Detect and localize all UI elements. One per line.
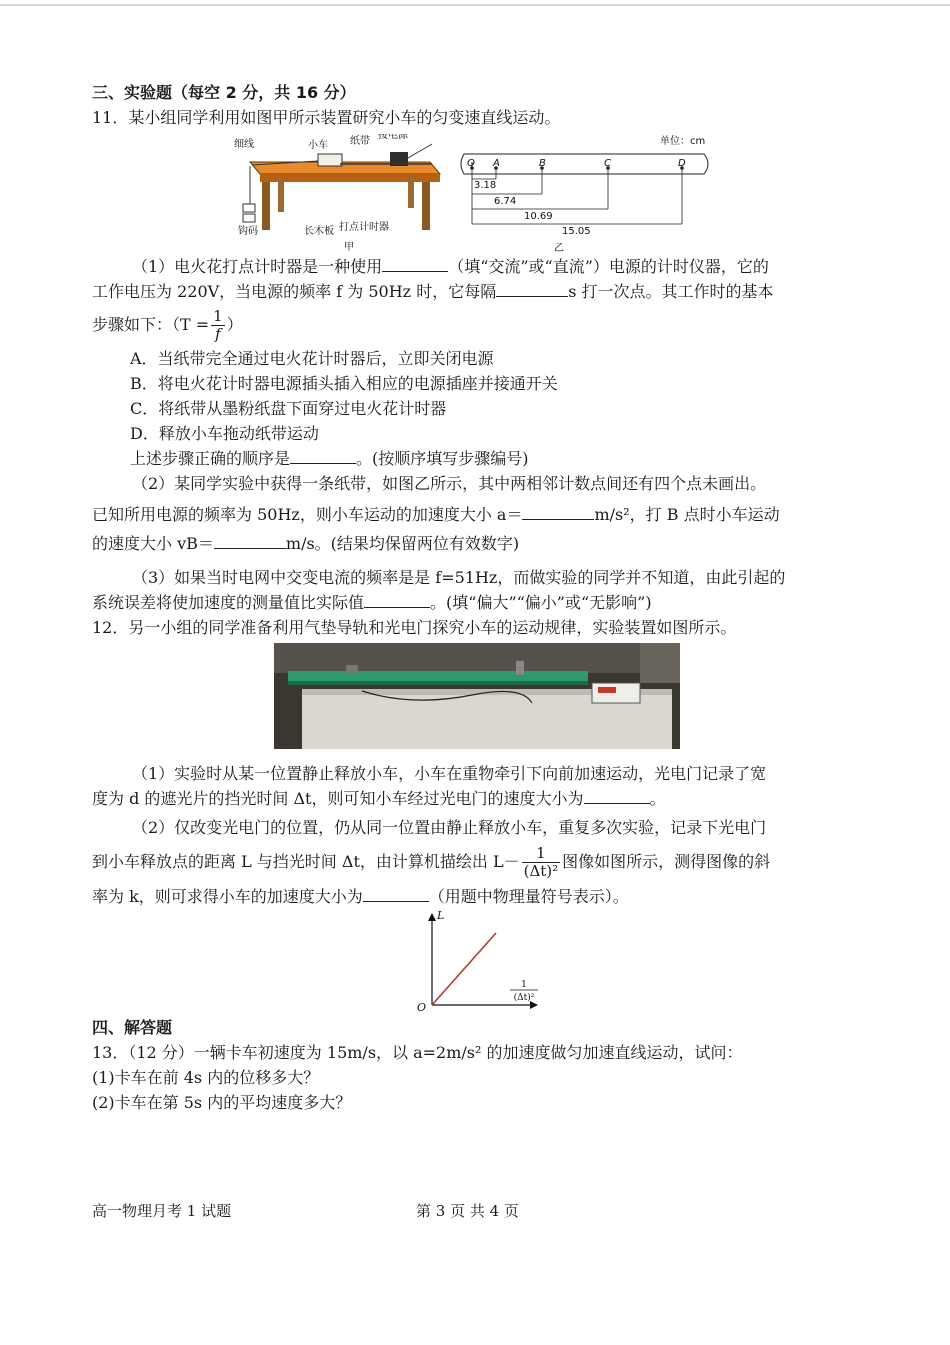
graph-y-label: L [437, 911, 445, 922]
point-B: B [539, 158, 546, 169]
q12-graph [92, 911, 867, 1011]
tape-unit: 单位：cm [660, 136, 706, 147]
q12-part1-line1: （1）实验时从某一位置静止释放小车，小车在重物牵引下向前加速运动，光电门记录了宽 [132, 764, 767, 783]
point-D: D [678, 158, 686, 169]
q11-part1-line2: 工作电压为 220V，当电源的频率 f 为 50Hz 时，它每隔 s 打一次点。其工作时的基本 [92, 282, 774, 301]
fraction-1-over-dt2: $\frac{1}{\text{(Δt)²}}$ [523, 844, 559, 880]
q13-part2: (2)卡车在第 5s 内的平均速度多大？ [92, 1093, 352, 1112]
dist-OC: 10.69 [524, 211, 553, 222]
answer-blank[interactable] [363, 885, 429, 902]
figure-jia [243, 144, 440, 230]
q12-photo [92, 643, 867, 755]
section3-title: 三、实验题（每空 2 分，共 16 分） [92, 83, 356, 102]
graph-origin: O [417, 1001, 427, 1011]
dist-OD: 15.05 [562, 226, 591, 237]
section4-title: 四、解答题 [92, 1018, 173, 1037]
q11-step-b: B．将电火花计时器电源插头插入相应的电源插座并接通开关 [130, 374, 558, 393]
footer-page-number: 第 3 页 共 4 页 [416, 1202, 519, 1220]
q11-step-c: C．将纸带从墨粉纸盘下面穿过电火花计时器 [130, 399, 447, 418]
q12-part1-line2: 度为 d 的遮光片的挡光时间 Δt，则可知小车经过光电门的速度大小为 。 [92, 789, 666, 808]
answer-blank[interactable] [584, 787, 650, 804]
q12-part2-line2: 到小车释放点的距离 L 与挡光时间 Δt，由计算机描绘出 L－ $\frac{1}{\text{(Δt)²}}$ 图像如图所示，测得图像的斜 [92, 844, 771, 880]
q11-part2-line2: 已知所用电源的频率为 50Hz，则小车运动的加速度大小 a＝ m/s²，打 B 点时小车运动 [92, 505, 780, 524]
q11-part2-line1: （2）某同学实验中获得一条纸带，如图乙所示，其中两相邻计数点间还有四个点未画出。 [132, 474, 767, 493]
answer-blank[interactable] [496, 280, 568, 297]
q11-part3-line2: 系统误差将使加速度的测量值比实际值 。(填“偏大”“偏小”或“无影响”) [92, 593, 652, 612]
dist-OA: 3.18 [474, 180, 497, 191]
caption-yi: 乙 [554, 243, 564, 252]
label-xixian: 细线 [234, 139, 254, 150]
answer-blank[interactable] [290, 447, 356, 464]
q11-part2-line3: 的速度大小 vB＝ m/s。(结果均保留两位有效数字) [92, 534, 520, 553]
point-O: O [467, 158, 475, 169]
answer-blank[interactable] [214, 532, 286, 549]
q12-part2-line1: （2）仅改变光电门的位置，仍从同一位置由静止释放小车，重复多次实验，记录下光电门 [132, 818, 767, 837]
q13-stem: 13．（12 分）一辆卡车初速度为 15m/s，以 a=2m/s² 的加速度做匀加速直线运动，试问： [92, 1043, 743, 1062]
answer-blank[interactable] [382, 255, 448, 272]
label-changmuban: 长木板 [304, 226, 334, 237]
top-border [0, 4, 950, 6]
dist-OB: 6.74 [494, 196, 517, 207]
q11-part1-line1: （1）电火花打点计时器是一种使用 （填“交流”或“直流”）电源的计时仪器，它的 [132, 257, 769, 276]
label-gouma: 钩码 [238, 226, 258, 237]
graph-x-num: 1 [521, 980, 527, 990]
footer-exam-name: 高一物理月考 1 试题 [92, 1202, 232, 1220]
q12-stem: 12．另一小组的同学准备利用气垫导轨和光电门探究小车的运动规律，实验装置如图所示。 [92, 618, 737, 637]
label-jiedianyuan: 接电源 [378, 134, 408, 141]
q13-part1: (1)卡车在前 4s 内的位移多大？ [92, 1068, 320, 1087]
q11-part1-line3: 步骤如下：（T = $\frac{1}{f}$ ） [92, 307, 243, 343]
q11-stem: 11．某小组同学利用如图甲所示装置研究小车的匀变速直线运动。 [92, 108, 561, 127]
q11-order: 上述步骤正确的顺序是 。(按顺序填写步骤编号) [130, 449, 529, 468]
fraction-1-over-f: $\frac{1}{f}$ [213, 307, 223, 343]
label-dadianjishiqi: 打点计时器 [339, 222, 389, 233]
air-track-photo [92, 643, 867, 755]
q11-figures [92, 134, 867, 252]
q11-apparatus-figure [92, 134, 867, 252]
proportional-line [432, 933, 496, 1005]
l-vs-inverse-dt2-graph [92, 911, 867, 1011]
label-xiaoche: 小车 [308, 140, 328, 151]
q11-step-a: A．当纸带完全通过电火花计时器后，立即关闭电源 [130, 349, 494, 368]
answer-blank[interactable] [522, 503, 594, 520]
caption-jia: 甲 [344, 242, 354, 252]
point-C: C [604, 158, 611, 169]
q12-part2-line3: 率为 k，则可求得小车的加速度大小为 （用题中物理量符号表示）。 [92, 887, 629, 906]
exam-page [92, 80, 867, 1115]
answer-blank[interactable] [364, 591, 430, 608]
q11-part3-line1: （3）如果当时电网中交变电流的频率是是 f=51Hz，而做实验的同学并不知道，由此引起的 [132, 568, 786, 587]
point-A: A [493, 158, 500, 169]
label-zhidai: 纸带 [350, 136, 370, 147]
graph-x-den: (Δt)² [513, 993, 535, 1003]
q11-step-d: D．释放小车拖动纸带运动 [130, 424, 319, 443]
